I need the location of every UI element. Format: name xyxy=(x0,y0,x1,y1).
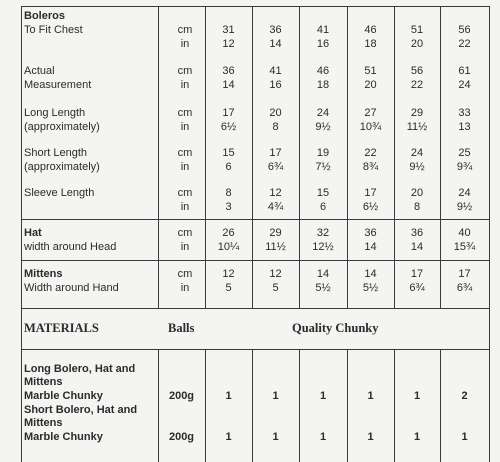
chest-in-5: 20 xyxy=(410,38,424,50)
long-set-count-6: 2 xyxy=(461,390,468,402)
actual-cm-3: 46 xyxy=(316,65,330,77)
short-in-4: 8¾ xyxy=(362,161,379,173)
short-set-count-4: 1 xyxy=(367,431,374,443)
sleeve-cm-4: 17 xyxy=(364,187,377,199)
short-set-count-6: 1 xyxy=(461,431,468,443)
balls-heading: Balls xyxy=(168,321,195,335)
unit-in: in xyxy=(180,38,190,50)
short-set-weight: 200g xyxy=(168,431,195,443)
hat-in-5: 14 xyxy=(410,241,424,253)
short-in-2: 6¾ xyxy=(267,161,284,173)
hat-in-1: 10¼ xyxy=(217,241,240,253)
hat-cm-1: 26 xyxy=(222,227,235,239)
unit-in: in xyxy=(180,161,190,173)
long-in-3: 9½ xyxy=(315,121,331,133)
chest-cm-3: 41 xyxy=(316,24,330,36)
sleeve-in-3: 6 xyxy=(319,201,327,213)
unit-in: in xyxy=(180,241,190,253)
unit-in: in xyxy=(180,121,190,133)
unit-cm: cm xyxy=(177,107,193,119)
sleeve-in-2: 4¾ xyxy=(267,201,284,213)
hat-cm-6: 40 xyxy=(458,227,471,239)
hat-cm-5: 36 xyxy=(410,227,424,239)
mittens-cm-5: 17 xyxy=(410,268,424,280)
boleros-heading: Boleros xyxy=(24,10,65,22)
hat-in-2: 11½ xyxy=(265,241,286,253)
long-set-count-3: 1 xyxy=(319,390,327,402)
grid-line xyxy=(394,349,395,462)
measurement-label: Measurement xyxy=(24,79,92,91)
approx-label: (approximately) xyxy=(24,121,100,133)
mittens-in-4: 5½ xyxy=(362,282,379,294)
short-in-1: 6 xyxy=(225,161,232,173)
long-set-count-2: 1 xyxy=(272,390,279,402)
long-in-5: 11½ xyxy=(406,121,428,133)
grid-line xyxy=(21,219,490,220)
short-cm-3: 19 xyxy=(316,147,330,159)
grid-line xyxy=(252,349,253,462)
chest-cm-6: 56 xyxy=(458,24,471,36)
grid-line xyxy=(158,349,159,462)
short-set-count-5: 1 xyxy=(413,431,421,443)
actual-cm-6: 61 xyxy=(458,65,471,77)
quality-heading: Quality Chunky xyxy=(292,321,379,335)
unit-in: in xyxy=(180,79,190,91)
grid-line xyxy=(21,260,490,261)
materials-heading: MATERIALS xyxy=(24,321,99,335)
hat-cm-4: 36 xyxy=(364,227,377,239)
sleeve-cm-5: 20 xyxy=(410,187,424,199)
unit-cm: cm xyxy=(177,65,193,77)
long-cm-6: 33 xyxy=(458,107,471,119)
actual-in-3: 18 xyxy=(316,79,330,91)
unit-in: in xyxy=(180,282,190,294)
mittens-cm-1: 12 xyxy=(222,268,235,280)
mittens-cm-4: 14 xyxy=(364,268,377,280)
grid-line xyxy=(299,349,300,462)
hat-cm-3: 32 xyxy=(316,227,330,239)
hat-heading: Hat xyxy=(24,227,42,239)
long-set-count-1: 1 xyxy=(225,390,232,402)
mittens-in-6: 6¾ xyxy=(456,282,473,294)
long-in-1: 6½ xyxy=(220,121,237,133)
hat-in-6: 15¾ xyxy=(453,241,476,253)
short-cm-4: 22 xyxy=(364,147,377,159)
long-cm-4: 27 xyxy=(364,107,377,119)
hat-in-3: 12½ xyxy=(312,241,334,253)
sleeve-cm-1: 8 xyxy=(225,187,232,199)
mittens-in-3: 5½ xyxy=(315,282,331,294)
actual-cm-1: 36 xyxy=(222,65,235,77)
actual-in-1: 14 xyxy=(222,79,235,91)
grid-line xyxy=(158,6,159,308)
long-set-count-5: 1 xyxy=(413,390,421,402)
grid-line xyxy=(489,6,490,462)
mittens-cm-3: 14 xyxy=(316,268,330,280)
grid-line xyxy=(21,6,22,462)
long-cm-3: 24 xyxy=(316,107,330,119)
long-in-2: 8 xyxy=(272,121,279,133)
actual-in-5: 22 xyxy=(410,79,424,91)
long-cm-2: 20 xyxy=(269,107,282,119)
short-cm-1: 15 xyxy=(222,147,235,159)
chest-in-2: 14 xyxy=(269,38,282,50)
sleeve-in-4: 6½ xyxy=(362,201,379,213)
short-cm-2: 17 xyxy=(269,147,282,159)
long-length-label: Long Length xyxy=(24,107,86,119)
grid-line xyxy=(205,349,206,462)
mittens-in-5: 6¾ xyxy=(409,282,425,294)
actual-cm-4: 51 xyxy=(364,65,377,77)
short-length-label: Short Length xyxy=(24,147,87,159)
short-set-line2: Mittens xyxy=(24,417,63,429)
long-set-line1: Long Bolero, Hat and xyxy=(24,363,136,375)
sleeve-length-label: Sleeve Length xyxy=(24,187,95,199)
unit-in: in xyxy=(180,201,190,213)
approx-label: (approximately) xyxy=(24,161,100,173)
actual-label: Actual xyxy=(24,65,55,77)
mittens-in-1: 5 xyxy=(225,282,232,294)
hat-in-4: 14 xyxy=(364,241,377,253)
long-set-line2: Mittens xyxy=(24,376,63,388)
chest-cm-5: 51 xyxy=(410,24,424,36)
unit-cm: cm xyxy=(177,227,193,239)
short-set-line1: Short Bolero, Hat and xyxy=(24,404,138,416)
chest-in-1: 12 xyxy=(222,38,235,50)
short-set-count-1: 1 xyxy=(225,431,232,443)
short-in-3: 7½ xyxy=(315,161,331,173)
grid-line xyxy=(21,6,490,7)
unit-cm: cm xyxy=(177,187,193,199)
chest-cm-1: 31 xyxy=(222,24,235,36)
short-cm-6: 25 xyxy=(458,147,471,159)
sleeve-cm-6: 24 xyxy=(458,187,471,199)
long-cm-1: 17 xyxy=(222,107,235,119)
mittens-label: Width around Hand xyxy=(24,282,119,294)
mittens-heading: Mittens xyxy=(24,268,63,280)
long-cm-5: 29 xyxy=(410,107,424,119)
unit-cm: cm xyxy=(177,24,193,36)
sleeve-cm-3: 15 xyxy=(316,187,330,199)
mittens-in-2: 5 xyxy=(272,282,279,294)
to-fit-chest-label: To Fit Chest xyxy=(24,24,83,36)
mittens-cm-6: 17 xyxy=(458,268,471,280)
hat-cm-2: 29 xyxy=(269,227,282,239)
sleeve-in-6: 9½ xyxy=(456,201,473,213)
chest-in-3: 16 xyxy=(316,38,330,50)
short-cm-5: 24 xyxy=(410,147,424,159)
mittens-cm-2: 12 xyxy=(269,268,282,280)
grid-line xyxy=(21,349,490,350)
chest-cm-2: 36 xyxy=(269,24,282,36)
short-set-count-2: 1 xyxy=(272,431,279,443)
actual-in-6: 24 xyxy=(458,79,471,91)
long-set-yarn: Marble Chunky xyxy=(24,390,103,402)
short-set-count-3: 1 xyxy=(319,431,327,443)
actual-cm-2: 41 xyxy=(269,65,282,77)
unit-cm: cm xyxy=(177,147,193,159)
hat-label: width around Head xyxy=(24,241,117,253)
actual-in-4: 20 xyxy=(364,79,377,91)
sleeve-in-1: 3 xyxy=(225,201,232,213)
chest-in-4: 18 xyxy=(364,38,377,50)
chest-cm-4: 46 xyxy=(364,24,377,36)
long-in-4: 10¾ xyxy=(359,121,382,133)
actual-in-2: 16 xyxy=(269,79,282,91)
short-in-5: 9½ xyxy=(409,161,425,173)
grid-line xyxy=(347,349,348,462)
sleeve-cm-2: 12 xyxy=(269,187,282,199)
unit-cm: cm xyxy=(177,268,193,280)
long-set-count-4: 1 xyxy=(367,390,374,402)
short-in-6: 9¾ xyxy=(456,161,473,173)
long-in-6: 13 xyxy=(458,121,471,133)
grid-line xyxy=(21,308,490,309)
long-set-weight: 200g xyxy=(168,390,195,402)
sleeve-in-5: 8 xyxy=(413,201,421,213)
actual-cm-5: 56 xyxy=(410,65,424,77)
grid-line xyxy=(440,349,441,462)
chest-in-6: 22 xyxy=(458,38,471,50)
short-set-yarn: Marble Chunky xyxy=(24,431,103,443)
